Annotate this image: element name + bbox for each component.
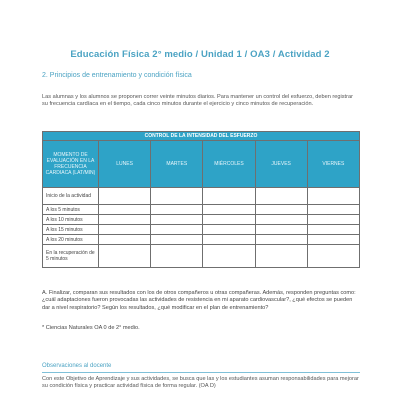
row-label: En la recuperación de 5 minutos [43, 245, 99, 268]
observations-text: Con este Objetivo de Aprendizaje y sus actividades, se busca que las y los estudiantes asuman responsabilidades para mejorar su condición física y practicar actividad física de forma regular. (OA D) [42, 376, 359, 390]
day-header: VIERNES [307, 141, 359, 188]
table-cell [99, 225, 151, 235]
observations-heading: Observaciones al docente [42, 363, 112, 369]
day-header: MIÉRCOLES [203, 141, 255, 188]
table-row [43, 235, 360, 245]
table-cell [255, 215, 307, 225]
row-label: A los 20 minutos [43, 235, 99, 245]
row-label: A los 15 minutos [43, 225, 99, 235]
table-cell [255, 245, 307, 268]
intro-paragraph: Las alumnas y los alumnos se proponen correr veinte minutos diarios. Para mantener un control del esfuerzo, deben registrar su frecuencia cardíaca en el tiempo, cada cinco minutos durante el ejercicio y cinco minutos de recuperación. [42, 94, 353, 108]
table-cell [307, 215, 359, 225]
question-paragraph: A. Finalizar, comparan sus resultados con los de otros compañeros u otras compañeras. Además, responden preguntas como: ¿cuál adaptaciones fueron provocadas las actividades de resistencia en mi aparato cardiovascular?, ¿qué efectos se pueden dar a nivel respiratorio? Según los resultados, ¿qué modificar en el plan de entrenamiento? [42, 290, 356, 311]
table-cell [151, 205, 203, 215]
table-row [43, 245, 360, 268]
table-cell [99, 215, 151, 225]
row-label: Inicio de la actividad [43, 188, 99, 205]
table-cell [307, 235, 359, 245]
table-cell [307, 205, 359, 215]
moment-header: MOMENTO DE EVALUACIÓN EN LA FRECUENCIA CARDIACA (LAT/MIN) [43, 141, 99, 188]
table-cell [307, 245, 359, 268]
row-label: A los 5 minutos [43, 205, 99, 215]
table-cell [203, 188, 255, 205]
table-cell [151, 215, 203, 225]
table-cell [255, 235, 307, 245]
table-cell [307, 225, 359, 235]
section-heading: 2. Principios de entrenamiento y condición física [42, 72, 192, 79]
table-cell [203, 225, 255, 235]
table-row [43, 188, 360, 205]
table-cell [151, 235, 203, 245]
table-cell [99, 245, 151, 268]
footnote: * Ciencias Naturales OA 0 de 2° medio. [42, 325, 140, 331]
table-cell [151, 188, 203, 205]
table-row [43, 205, 360, 215]
table-cell [151, 245, 203, 268]
table-cell [307, 188, 359, 205]
table-cell [255, 205, 307, 215]
document-title: Educación Física 2° medio / Unidad 1 / OA3 / Actividad 2 [70, 49, 330, 60]
divider [42, 372, 360, 373]
table-header-row [43, 141, 360, 188]
table-cell [151, 225, 203, 235]
day-header: LUNES [99, 141, 151, 188]
table-cell [255, 225, 307, 235]
table-cell [99, 205, 151, 215]
table-cell [203, 245, 255, 268]
day-header: JUEVES [255, 141, 307, 188]
intensity-control-table [42, 131, 360, 268]
row-label: A los 10 minutos [43, 215, 99, 225]
table-cell [203, 215, 255, 225]
table-cell [203, 205, 255, 215]
table-cell [203, 235, 255, 245]
table-title: CONTROL DE LA INTENSIDAD DEL ESFUERZO [43, 132, 360, 141]
table-cell [99, 235, 151, 245]
table-row [43, 225, 360, 235]
day-header: MARTES [151, 141, 203, 188]
table-row [43, 215, 360, 225]
table-cell [255, 188, 307, 205]
table-cell [99, 188, 151, 205]
table-title-row [43, 132, 360, 141]
